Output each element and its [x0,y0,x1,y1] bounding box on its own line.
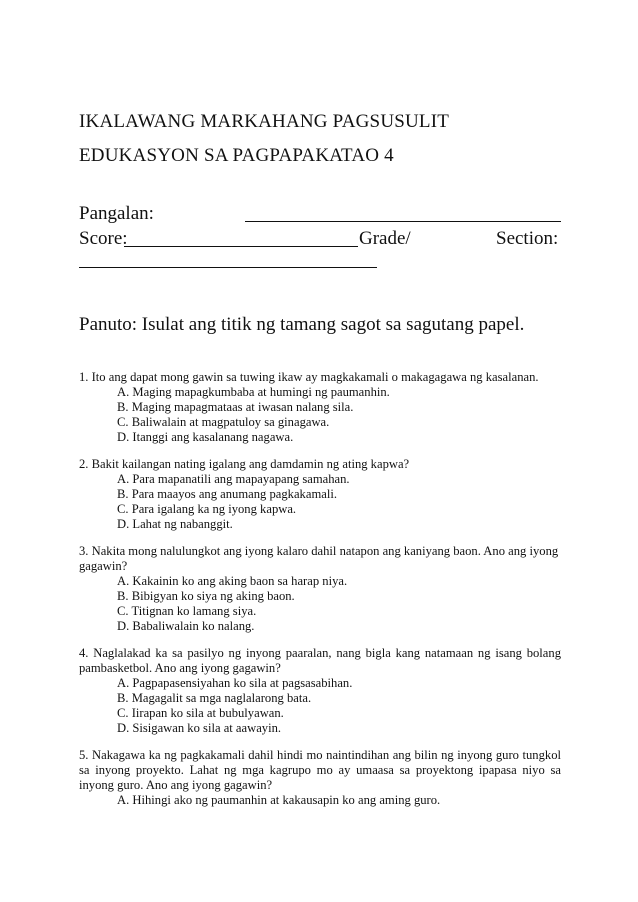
question-1 [79,370,561,445]
question-stem: 3. Nakita mong nalulungkot ang iyong kalaro dahil natapon ang kaniyang baon. Ano ang iyong gagawin? [79,544,559,573]
option-a: A. Pagpapasensiyahan ko sila at pagsasabihan. [117,676,353,690]
question-stem: 2. Bakit kailangan nating igalang ang damdamin ng ating kapwa? [79,457,410,471]
question-stem: 4. Naglalakad ka sa pasilyo ng inyong paaralan, nang bigla kang natamaan ng isang bolang pambasketbol. Ano ang iyong gagawin? [79,646,561,675]
option-b: B. Magagalit sa mga naglalarong bata. [117,691,312,705]
option-b: B. Maging mapagmataas at iwasan nalang sila. [117,400,354,414]
option-a: A. Hihingi ako ng paumanhin at kakausapin ko ang aming guro. [117,793,441,807]
question-5 [79,748,561,808]
question-list [79,370,561,820]
instructions: Panuto: Isulat ang titik ng tamang sagot sa sagutang papel. [79,314,525,335]
option-d: D. Babaliwalain ko nalang. [117,619,255,633]
question-stem: 5. Nakagawa ka ng pagkakamali dahil hindi mo naintindihan ang bilin ng inyong guro tungkol sa inyong proyekto. Lahat ng mga kagrupo mo ay umaasa sa proyektong ipapasa niyo sa inyong guro. Ano ang iyong gagawin? [79,748,561,792]
question-3 [79,544,561,634]
option-c: C. Baliwalain at magpatuloy sa ginagawa. [117,415,330,429]
question-stem: 1. Ito ang dapat mong gawin sa tuwing ikaw ay magkakamali o makagagawa ng kasalanan. [79,370,539,384]
question-2 [79,457,561,532]
section-label: Section: [496,228,559,249]
option-b: B. Para maayos ang anumang pagkakamali. [117,487,337,501]
exam-title: IKALAWANG MARKAHANG PAGSUSULIT [79,111,450,132]
question-4 [79,646,561,736]
option-c: C. Para igalang ka ng iyong kapwa. [117,502,297,516]
option-c: C. Titignan ko lamang siya. [117,604,257,618]
option-a: A. Maging mapagkumbaba at humingi ng paumanhin. [117,385,390,399]
score-blank-line [124,246,358,247]
name-blank-line [245,221,561,222]
option-a: A. Para mapanatili ang mapayapang samahan. [117,472,350,486]
option-b: B. Bibigyan ko siya ng aking baon. [117,589,295,603]
option-d: D. Sisigawan ko sila at aawayin. [117,721,282,735]
subject-title: EDUKASYON SA PAGPAPAKATAO 4 [79,145,394,166]
option-a: A. Kakainin ko ang aking baon sa harap niya. [117,574,348,588]
section-blank-line [79,267,377,268]
option-d: D. Lahat ng nabanggit. [117,517,233,531]
option-c: C. Iirapan ko sila at bubulyawan. [117,706,284,720]
option-d: D. Itanggi ang kasalanang nagawa. [117,430,294,444]
grade-label: Grade/ [359,228,411,249]
score-label: Score: [79,228,128,249]
name-label: Pangalan: [79,203,154,224]
